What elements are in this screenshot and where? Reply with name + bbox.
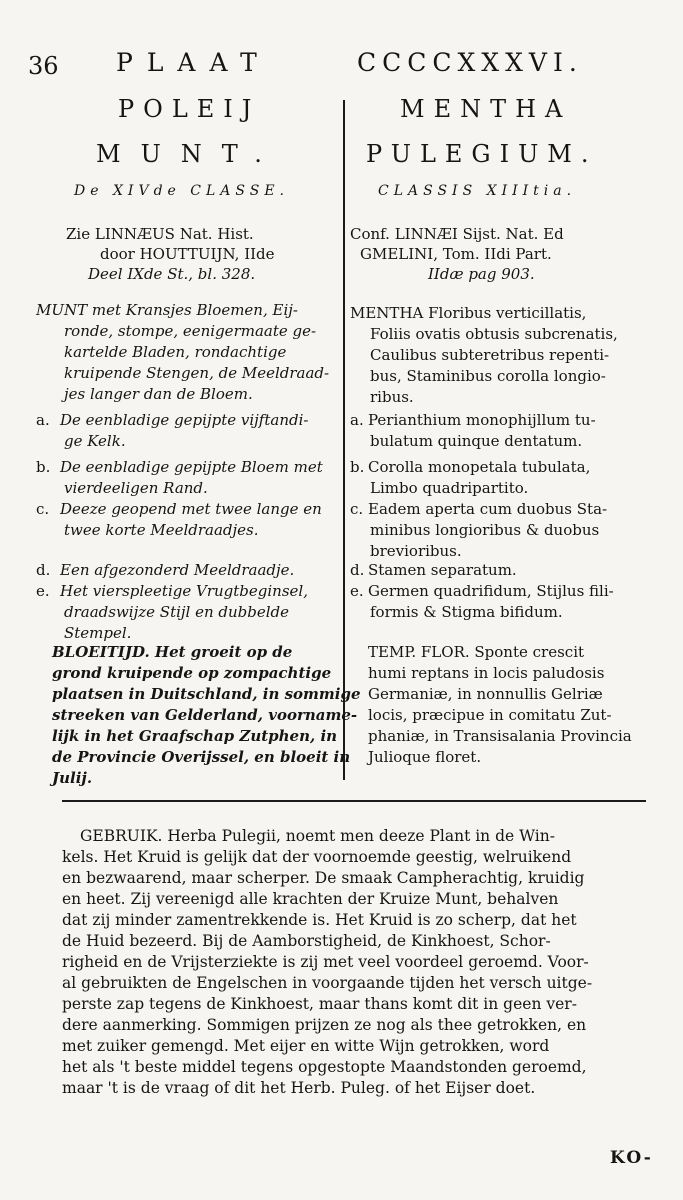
page-number: 36 [28,52,59,80]
usage-line: met zuiker gemengd. Met eijer en witte Wijn getrokken, word [62,1037,550,1055]
dutch-part-label: b. [36,458,51,476]
dutch-desc-line: kartelde Bladen, rondachtige [64,343,287,361]
dutch-part-line: Deeze geopend met twee lange en [60,500,322,518]
plate-label: PLAAT [116,48,271,77]
latin-flower-line: Julioque floret. [368,748,482,766]
dutch-title-line2: MUNT. [96,140,282,168]
latin-title-line2: PULEGIUM. [366,140,598,168]
dutch-title-line1: POLEIJ [118,95,261,123]
dutch-part-line: ge Kelk. [64,432,126,450]
usage-line: GEBRUIK. Herba Pulegii, noemt men deeze Plant in de Win- [80,827,555,845]
dutch-part-line: draadswijze Stijl en dubbelde [64,603,290,621]
dutch-part-label: e. [36,582,50,600]
latin-flower-line: TEMP. FLOR. Sponte crescit [368,643,585,661]
dutch-class: De XIVde CLASSE. [74,183,289,199]
latin-part-line: minibus longioribus & duobus [370,521,600,539]
dutch-part-line: Een afgezonderd Meeldraadje. [60,561,295,579]
dutch-flower-line: grond kruipende op zompachtige [52,664,332,682]
catchword: KO- [610,1148,653,1168]
latin-part-line: Stamen separatum. [368,561,517,579]
latin-part-line: Limbo quadripartito. [370,479,529,497]
dutch-part-line: De eenbladige gepijpte Bloem met [60,458,323,476]
dutch-ref-line: Deel IXde St., bl. 328. [88,265,256,283]
latin-ref-line: Conf. LINNÆI Sijst. Nat. Ed [350,225,564,243]
latin-part-line: Perianthium monophijllum tu- [368,411,596,429]
latin-flower-line: locis, præcipue in comitatu Zut- [368,706,612,724]
latin-class: CLASSIS XIIItia. [378,183,577,199]
usage-line: dat zij minder zamentrekkende is. Het Kruid is zo scherp, dat het [62,911,577,929]
dutch-flower-line: BLOEITIJD. Het groeit op de [52,643,293,661]
latin-part-label: b. [350,458,365,476]
latin-ref-line: GMELINI, Tom. IIdi Part. [360,245,552,263]
latin-part-line: formis & Stigma bifidum. [370,603,563,621]
latin-part-label: e. [350,582,364,600]
latin-desc-line: Caulibus subteretribus repenti- [370,346,610,364]
usage-line: dere aanmerking. Sommigen prijzen ze nog als thee getrokken, en [62,1016,587,1034]
dutch-part-line: vierdeeligen Rand. [64,479,208,497]
dutch-ref-line: Zie LINNÆUS Nat. Hist. [66,225,254,243]
dutch-flower-line: Julij. [52,769,93,787]
latin-part-line: Germen quadrifidum, Stijlus fili- [368,582,614,600]
latin-ref-line: IIdæ pag 903. [428,265,535,283]
usage-line: en bezwaarend, maar scherper. De smaak Campherachtig, kruidig [62,869,585,887]
usage-line: de Huid bezeerd. Bij de Aamborstigheid, de Kinkhoest, Schor- [62,932,551,950]
dutch-flower-line: streeken van Gelderland, voorname- [52,706,358,724]
usage-line: maar 't is de vraag of dit het Herb. Puleg. of het Eijser doet. [62,1079,536,1097]
dutch-references [66,224,275,284]
latin-flower-line: phaniæ, in Transisalania Provincia [368,727,632,745]
latin-desc-line: MENTHA Floribus verticillatis, [350,304,587,322]
dutch-ref-line: door HOUTTUIJN, IIde [100,245,275,263]
usage-line: het als 't beste middel tegens opgestopte Maandstonden geroemd, [62,1058,587,1076]
dutch-part-line: Het vierspleetige Vrugtbeginsel, [60,582,308,600]
usage-line: kels. Het Kruid is gelijk dat der voornoemde geestig, welruikend [62,848,572,866]
section-divider [62,800,646,802]
latin-desc-line: Foliis ovatis obtusis subcrenatis, [370,325,618,343]
latin-flower-line: Germaniæ, in nonnullis Gelriæ [368,685,603,703]
dutch-part-line: Stempel. [64,624,132,642]
usage-line: en heet. Zij vereenigd alle krachten der Kruize Munt, behalven [62,890,559,908]
latin-part-line: bulatum quinque dentatum. [370,432,583,450]
dutch-flower-line: lijk in het Graafschap Zutphen, in [52,727,338,745]
plate-number: CCCCXXXVI. [357,48,583,77]
dutch-part-line: De eenbladige gepijpte vijftandi- [60,411,309,429]
usage-line: al gebruikten de Engelschen in voorgaande tijden het versch uitge- [62,974,593,992]
dutch-flower-line: plaatsen in Duitschland, in sommige [52,685,361,703]
latin-part-label: d. [350,561,365,579]
latin-part-label: a. [350,411,364,429]
dutch-desc-line: ronde, stompe, eenigermaate ge- [64,322,317,340]
dutch-part-line: twee korte Meeldraadjes. [64,521,259,539]
dutch-part-label: a. [36,411,50,429]
latin-references [350,224,564,284]
dutch-flower-line: de Provincie Overijssel, en bloeit in [52,748,351,766]
column-divider [343,100,345,780]
latin-desc-line: ribus. [370,388,414,406]
dutch-desc-line: kruipende Stengen, de Meeldraad- [64,364,330,382]
dutch-desc-line: jes langer dan de Bloem. [64,385,253,403]
latin-part-line: Eadem aperta cum duobus Sta- [368,500,608,518]
latin-desc-line: bus, Staminibus corolla longio- [370,367,606,385]
latin-part-line: Corolla monopetala tubulata, [368,458,591,476]
dutch-desc-line: MUNT met Kransjes Bloemen, Eij- [36,301,298,319]
usage-line: righeid en de Vrijsterziekte is zij met veel voordeel geroemd. Voor- [62,953,589,971]
latin-part-label: c. [350,500,364,518]
latin-title-line1: MENTHA [400,95,572,123]
latin-flower-line: humi reptans in locis paludosis [368,664,605,682]
usage-line: perste zap tegens de Kinkhoest, maar thans komt dit in geen ver- [62,995,577,1013]
latin-part-line: brevioribus. [370,542,462,560]
dutch-part-label: c. [36,500,50,518]
dutch-part-label: d. [36,561,51,579]
